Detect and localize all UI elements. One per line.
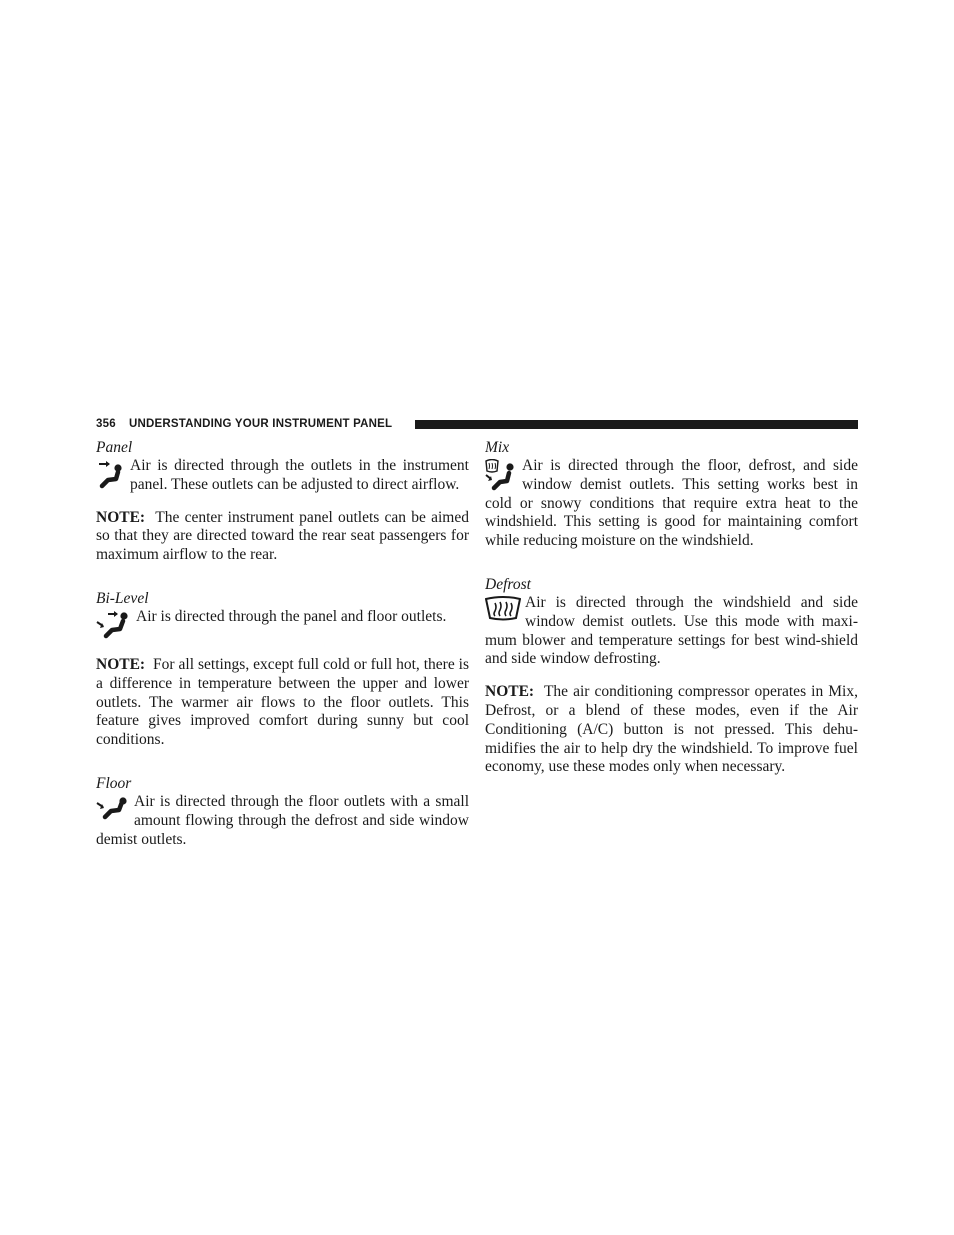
note-text: The air conditioning compressor operates in Mix, Defrost, or a blend of these modes, even if the Air Conditioning (A/C) button is not pressed. This dehu-midifies the air to help dry the windshield. To improve fuel economy, use these modes only when necessary. (485, 683, 858, 776)
bilevel-heading: Bi-Level (96, 589, 149, 607)
bilevel-description: Air is directed through the panel and floor outlets. (136, 607, 447, 625)
mix-heading: Mix (485, 439, 510, 456)
note-label: NOTE: (96, 655, 146, 673)
mix-mode-icon (485, 459, 518, 491)
defrost-description: Air is directed through the windshield and side window demist outlets. Use this mode with maxi-mum blower and temperature settings for best wind-shield and side window defrosting. (485, 593, 858, 668)
note-text: The center instrument panel outlets can be aimed so that they are directed toward the rear seat passengers for maximum airflow to the rear. (96, 508, 469, 564)
note-center-outlets (96, 509, 469, 565)
bilevel-mode-icon (96, 610, 132, 642)
note-label: NOTE: (485, 683, 535, 701)
panel-section (96, 438, 469, 495)
right-column (485, 438, 858, 777)
floor-section (96, 774, 469, 849)
defrost-mode-icon (485, 596, 521, 622)
page-number: 356 (96, 418, 116, 430)
page-header (96, 417, 858, 431)
floor-mode-icon (96, 795, 130, 827)
note-temperature (96, 656, 469, 750)
defrost-heading: Defrost (485, 575, 531, 593)
panel-heading: Panel (96, 439, 133, 456)
note-label: NOTE: (96, 508, 146, 526)
defrost-section (485, 575, 858, 669)
note-text: For all settings, except full cold or full hot, there is a difference in temperature between the upper and lower outlets. The warmer air flows to the floor outlets. This feature gives improved comfort during sunny but cool conditions. (96, 655, 470, 749)
section-title: UNDERSTANDING YOUR INSTRUMENT PANEL (129, 418, 393, 430)
header-rule (415, 420, 858, 429)
note-compressor (485, 683, 858, 777)
floor-description: Air is directed through the floor outlets with a small amount flowing through the defrost and side window demist outlets. (96, 792, 469, 848)
panel-description: Air is directed through the outlets in the instrument panel. These outlets can be adjusted to direct airflow. (130, 457, 469, 493)
mix-section (485, 438, 858, 551)
left-column (96, 438, 469, 849)
mix-description: Air is directed through the floor, defrost, and side window demist outlets. This setting works best in cold or snowy conditions that require extra heat to the windshield. This setting is good for maintaining comfort while reducing moisture on the windshield. (485, 457, 858, 550)
bilevel-section (96, 589, 469, 642)
floor-heading: Floor (96, 774, 132, 792)
panel-mode-icon (96, 459, 126, 491)
